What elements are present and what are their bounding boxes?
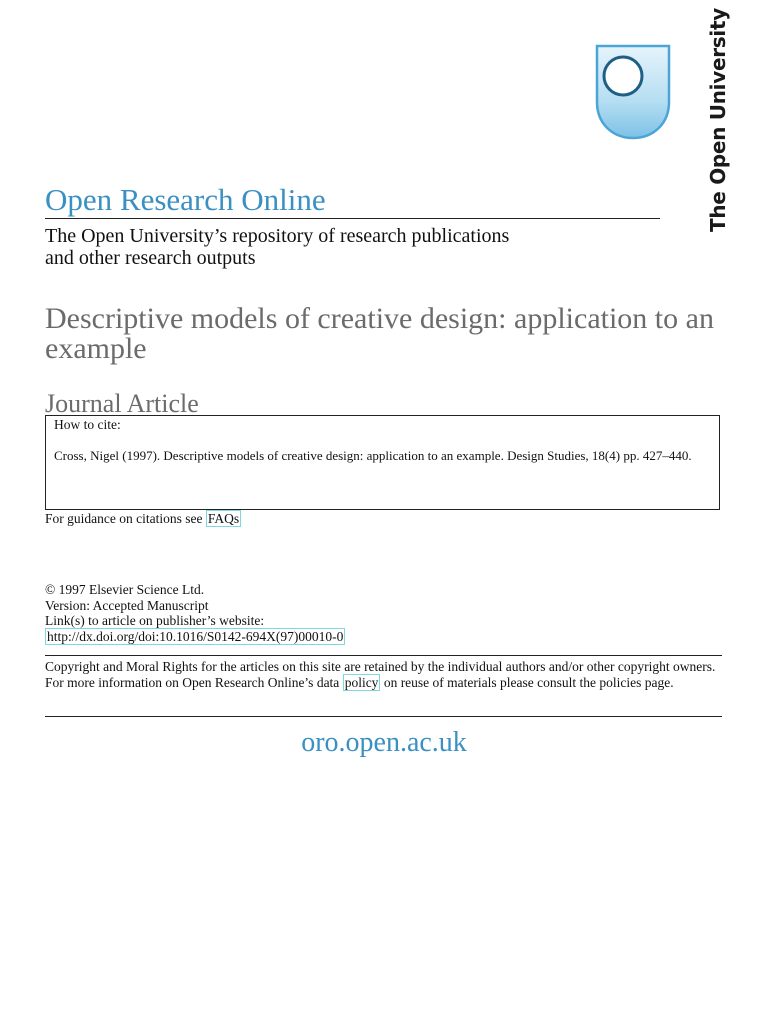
oro-site-link[interactable]: oro.open.ac.uk xyxy=(301,727,467,758)
repository-description xyxy=(45,225,509,269)
article-title: Descriptive models of creative design: application to an example xyxy=(45,302,714,365)
citation-box xyxy=(45,415,720,510)
publisher-links-label: Link(s) to article on publisher’s website: xyxy=(45,613,265,628)
open-university-shield-icon xyxy=(595,44,671,140)
doi-link[interactable]: http://dx.doi.org/doi:10.1016/S0142-694X(97)00010-0 xyxy=(47,628,344,644)
rights-top-divider xyxy=(45,655,722,656)
faqs-link[interactable]: FAQs xyxy=(207,511,240,526)
open-university-wordmark: The Open University xyxy=(706,8,730,232)
citation-text: Cross, Nigel (1997). Descriptive models of creative design: application to an example. Design Studies, 18(4) pp. 427–440. xyxy=(54,448,692,463)
citation-label: How to cite: xyxy=(54,417,121,432)
citation-guidance xyxy=(45,511,241,527)
citation-guidance-text: For guidance on citations see xyxy=(45,511,203,526)
rights-bottom-divider xyxy=(45,716,722,717)
repository-description-line-1: The Open University’s repository of research publications xyxy=(45,225,510,247)
copyright-line: © 1997 Elsevier Science Ltd. xyxy=(45,582,205,597)
repository-description-line-2: and other research outputs xyxy=(45,247,256,269)
publication-metadata xyxy=(45,582,345,644)
version-line: Version: Accepted Manuscript xyxy=(45,597,209,613)
repository-title: Open Research Online xyxy=(45,182,326,217)
header-divider xyxy=(45,218,660,219)
rights-statement xyxy=(45,659,721,690)
rights-text-after: on reuse of materials please consult the policies page. xyxy=(383,674,674,690)
item-type: Journal Article xyxy=(45,389,199,418)
rights-text-before: Copyright and Moral Rights for the articles on this site are retained by the individual authors and/or other copyright owners. For more information on Open Research Online’s data xyxy=(45,659,716,690)
policy-link[interactable]: policy xyxy=(344,674,379,690)
